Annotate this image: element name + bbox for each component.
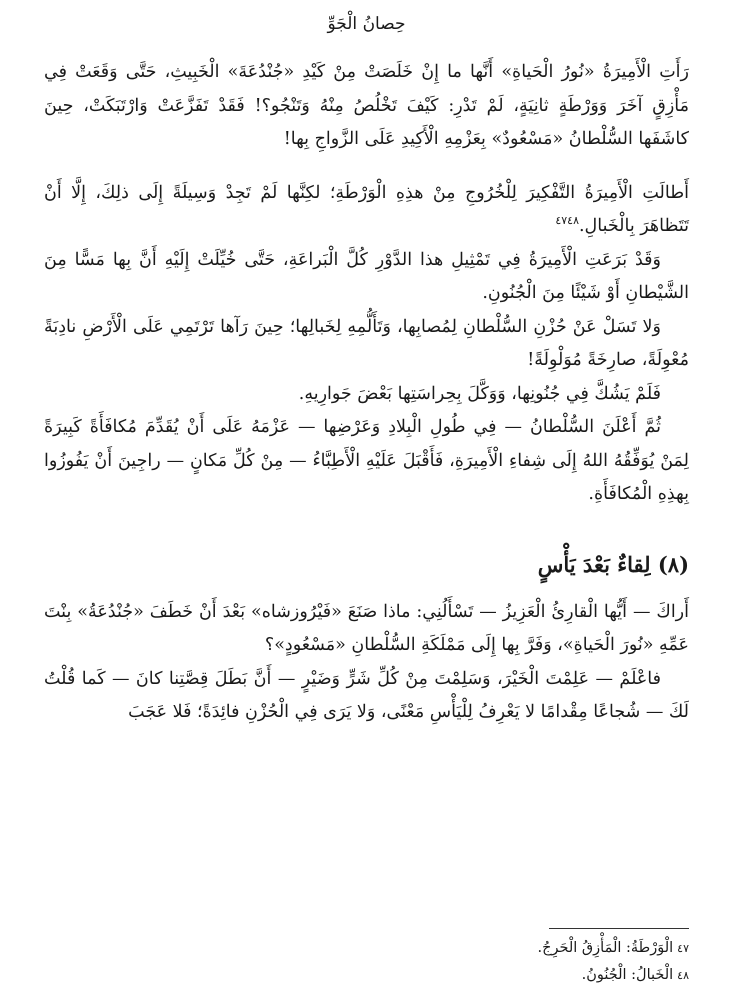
footnote-text: الْخَبالُ: الْجُنُونُ.: [581, 967, 674, 983]
paragraph: أَراكَ — أَيُّها الْقارِئُ الْعَزِيزُ — تَسْأَلُنِي: ماذا صَنَعَ «فَيْرُوزشاه» بَعْدَ أَنْ خَطَفَ «جُنْدُعَةُ» بِنْتَ عَمِّهِ «نُورَ الْحَياةِ»، وَفَرَّ بِها إِلَى مَمْلَكَةِ السُّلْطانِ «مَسْعُودٍ»؟: [44, 601, 689, 655]
main-text: [44, 56, 689, 730]
footnote: [44, 962, 689, 989]
footnotes: [44, 928, 689, 989]
paragraph: وَلا تَسَلْ عَنْ حُزْنِ السُّلْطانِ لِمُصابِها، وَتَأَلُّمِهِ لِخَبالِها؛ حِينَ رَآها تَرْتَمِي عَلَى الْأَرْضِ نادِبَةً مُعْوِلَةً، صارِخَةً مُوَلْوِلَةً!: [44, 316, 689, 370]
paragraph: ثُمَّ أَعْلَنَ السُّلْطانُ — فِي طُولِ الْبِلادِ وَعَرْضِها — عَزْمَهُ عَلَى أَنْ يُقَدِّمَ مُكافَأَةً كَبِيرَةً لِمَنْ يُوَفِّقُهُ اللهُ إِلَى شِفاءِ الْأَمِيرَةِ، فَأَقْبَلَ عَلَيْهِ الْأَطِبَّاءُ — مِنْ كُلِّ مَكانٍ — راجِينَ أَنْ يَفُوزُوا بِهذِهِ الْمُكافَأَةِ.: [44, 417, 689, 504]
footnote-text: الْوَرْطَةُ: الْمَأْزِقُ الْحَرِجُ.: [537, 940, 674, 956]
paragraph: وَقَدْ بَرَعَتِ الْأَمِيرَةُ فِي تَمْثِيلِ هذا الدَّوْرِ كُلَّ الْبَراعَةِ، حَتَّى خُيِّلَتْ إِلَيْهِ أَنَّ بِها مَسًّا مِنَ الشَّيْطانِ أَوْ شَيْئًا مِنَ الْجُنُونِ.: [44, 249, 689, 303]
paragraph-text: أَطالَتِ الْأَمِيرَةُ التَّفْكِيرَ لِلْخُرُوجِ مِنْ هذِهِ الْوَرْطَةِ؛ لكِنَّها لَمْ تَجِدْ وَسِيلَةً إِلَى ذلِكَ، إِلَّا أَنْ تَتَظاهَرَ بِالْخَبالِ.: [44, 182, 689, 236]
paragraph: فاعْلَمْ — عَلِمْتَ الْخَيْرَ، وَسَلِمْتَ مِنْ كُلِّ شَرٍّ وَضَيْرٍ — أَنَّ بَطَلَ قِصَّتِنا كانَ — كَما قُلْتُ لَكَ — شُجاعًا مِقْدامًا لا يَعْرِفُ لِلْيَأْسِ مَعْنًى، وَلا يَرَى فِي الْحُزْنِ فائِدَةً؛ فَلا عَجَبَ: [44, 668, 689, 722]
footnote-number: ٤٨: [677, 969, 689, 982]
footnote-ref[interactable]: ٤٨: [567, 214, 579, 228]
footnote: [44, 935, 689, 962]
paragraph: رَأَتِ الْأَمِيرَةُ «نُورُ الْحَياةِ» أَنَّها ما إِنْ خَلَصَتْ مِنْ كَيْدِ «جُنْدُعَةَ» الْخَبِيثِ، حَتَّى وَقَعَتْ فِي مَأْزِقٍ آخَرَ وَوَرْطَةٍ ثانِيَةٍ، لَمْ تَدْرِ: كَيْفَ تَخْلُصُ مِنْهُ وَتَنْجُو؟! فَقَدْ تَفَزَّعَتْ وَارْتَبَكَتْ، حِينَ كاشَفَها السُّلْطانُ «مَسْعُودٌ» بِعَزْمِهِ الْأَكِيدِ عَلَى الزَّواجِ بِها!: [44, 62, 689, 149]
footnote-divider: [549, 928, 689, 929]
footnote-ref[interactable]: ٤٧: [555, 214, 568, 228]
paragraph: [44, 177, 689, 244]
section-title: (٨) لِقاءٌ بَعْدَ يَأْسٍ: [537, 551, 689, 577]
paragraph: فَلَمْ يَشُكَّ فِي جُنُونِها، وَوَكَّلَ بِحِراسَتِها بَعْضَ جَوارِيهِ.: [298, 383, 661, 404]
footnote-number: ٤٧: [677, 942, 689, 955]
running-head: حِصانُ الْجَوِّ: [327, 14, 406, 34]
